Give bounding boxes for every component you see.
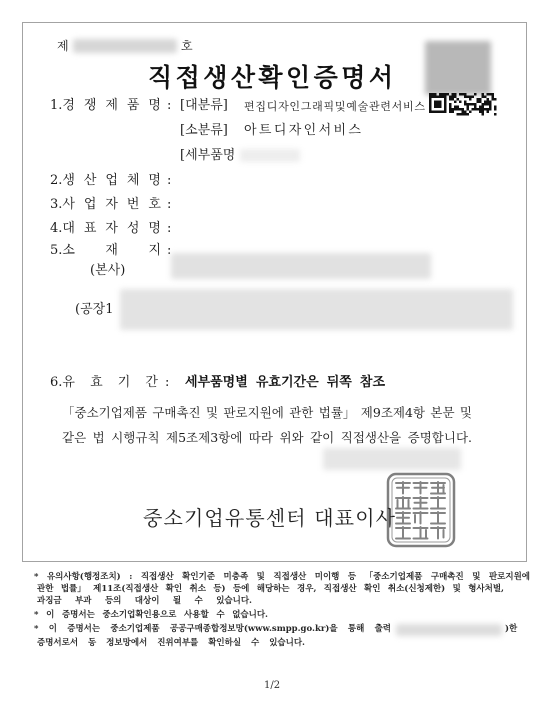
qr-module — [494, 113, 497, 116]
business-number-label: 3.사 업 자 번 호 — [50, 197, 161, 212]
qr-module — [492, 96, 495, 99]
seal-engraving — [396, 482, 445, 539]
seal-glyph — [431, 512, 445, 524]
qr-module — [442, 93, 445, 96]
issuer-name: 중소기업유통센터 대표이사 — [143, 506, 397, 530]
seal-glyph — [396, 482, 410, 494]
seal-glyph — [396, 527, 410, 539]
qr-module — [489, 108, 492, 111]
page-indicator: 1/2 — [264, 680, 281, 691]
qr-module — [467, 96, 470, 99]
qr-module — [487, 93, 490, 96]
qr-module — [487, 101, 490, 104]
qr-module — [477, 101, 480, 104]
qr-module — [467, 103, 470, 106]
qr-module — [464, 96, 467, 99]
qr-module — [492, 93, 495, 96]
qr-module — [469, 103, 472, 106]
qr-module — [482, 93, 485, 96]
qr-module — [449, 96, 452, 99]
qr-module — [472, 103, 475, 106]
qr-module — [464, 101, 467, 104]
qr-module — [457, 106, 460, 109]
qr-module — [477, 98, 480, 101]
qr-module — [479, 101, 482, 104]
qr-module — [464, 113, 467, 116]
qr-module — [474, 106, 477, 109]
qr-module — [494, 106, 497, 109]
redacted-detail-item — [240, 149, 300, 162]
seal-glyph — [414, 512, 428, 524]
qr-module — [459, 108, 462, 111]
qr-module — [449, 111, 452, 114]
qr-module — [472, 108, 475, 111]
seal-glyph — [414, 482, 428, 494]
qr-module — [449, 103, 452, 106]
qr-module — [484, 101, 487, 104]
qr-module — [449, 108, 452, 111]
qr-module — [467, 108, 470, 111]
qr-module — [469, 111, 472, 114]
product-name-label: 1.경 쟁 제 품 명 — [50, 98, 161, 113]
seal-glyph — [414, 527, 428, 539]
seal-glyph — [431, 497, 445, 509]
manufacturer-separator: : — [167, 173, 172, 188]
official-seal-stamp — [386, 472, 456, 548]
qr-module — [494, 98, 497, 101]
qr-module — [467, 113, 470, 116]
qr-module — [469, 96, 472, 99]
validity-label: 6.유 효 기 간 — [50, 375, 158, 390]
qr-module — [482, 113, 485, 116]
qr-module — [477, 108, 480, 111]
qr-module — [474, 103, 477, 106]
qr-module — [482, 111, 485, 114]
qr-module — [457, 113, 460, 116]
note-verification-suffix: )한 — [505, 624, 518, 634]
qr-module — [487, 108, 490, 111]
qr-module — [459, 101, 462, 104]
qr-module — [454, 106, 457, 109]
qr-module — [454, 96, 457, 99]
qr-module — [447, 93, 450, 96]
certificate-number-prefix: 제 — [57, 39, 69, 53]
qr-module — [489, 103, 492, 106]
seal-glyph — [396, 497, 410, 509]
minor-category-label: [소분류] — [180, 123, 228, 138]
qr-module — [489, 93, 492, 96]
qr-module — [459, 113, 462, 116]
statement-line-1: 「중소기업제품 구매촉진 및 판로지원에 관한 법률」 제9조제4항 본문 및 — [62, 405, 472, 420]
qr-module — [449, 106, 452, 109]
qr-module — [479, 108, 482, 111]
qr-module — [489, 106, 492, 109]
seal-glyph — [431, 482, 445, 494]
qr-module — [452, 93, 455, 96]
qr-module — [444, 93, 447, 96]
redacted-factory-address — [120, 289, 513, 330]
note-administrative-line-2: 관한 법률」 제11조(직접생산 확인 취소 등) 등에 해당하는 경우, 직접생산 확인 취소(신청제한) 및 형사처벌, — [37, 584, 504, 594]
seal-glyph — [414, 497, 428, 509]
qr-module — [432, 93, 435, 96]
qr-module — [482, 96, 485, 99]
qr-module — [474, 108, 477, 111]
qr-module — [452, 108, 455, 111]
qr-module — [479, 111, 482, 114]
qr-module — [479, 106, 482, 109]
factory-label: (공장1 — [75, 302, 114, 317]
head-office-label: (본사) — [90, 263, 126, 278]
qr-module — [457, 98, 460, 101]
qr-module — [487, 98, 490, 101]
qr-module — [479, 98, 482, 101]
redacted-photo — [425, 41, 491, 95]
qr-module — [487, 103, 490, 106]
certificate-title: 직접생산확인증명서 — [148, 63, 397, 92]
qr-module — [484, 96, 487, 99]
location-label: 5.소 재 지 — [50, 243, 161, 258]
qr-module — [469, 98, 472, 101]
redacted-print-info — [396, 624, 502, 636]
qr-module — [472, 96, 475, 99]
note-verification-line-2: 증명서로서 동 정보망에서 진위여부를 확인하실 수 있습니다. — [37, 638, 305, 648]
qr-module — [429, 93, 432, 96]
qr-module — [462, 113, 465, 116]
location-separator: : — [167, 243, 172, 258]
major-category-value: 편집디자인그래픽및예술관련서비스 — [244, 100, 426, 113]
qr-module — [434, 101, 442, 109]
qr-module — [467, 106, 470, 109]
major-category-label: [대분류] — [180, 98, 228, 113]
qr-module — [452, 96, 455, 99]
redacted-certificate-number — [73, 39, 177, 53]
qr-module — [487, 111, 490, 114]
qr-module — [452, 111, 455, 114]
qr-module — [482, 103, 485, 106]
representative-label: 4.대 표 자 성 명 — [50, 221, 161, 236]
manufacturer-label: 2.생 산 업 체 명 — [50, 173, 161, 188]
qr-module — [434, 93, 437, 96]
qr-module — [459, 93, 462, 96]
qr-module — [452, 98, 455, 101]
note-verification-line-1: * 이 증명서는 중소기업제품 공공구매종합정보망(www.smpp.go.kr)을 통해 출력 — [34, 624, 391, 634]
note-administrative-line-1: * 유의사항(행정조치) : 직접생산 확인기준 미충족 및 직접생산 미이행 등 「중소기업제품 구매촉진 및 판로지원에 — [34, 572, 530, 582]
business-number-separator: : — [167, 197, 172, 212]
qr-module — [454, 108, 457, 111]
qr-module — [462, 93, 465, 96]
qr-module — [464, 93, 467, 96]
detail-item-label: [세부품명 — [180, 148, 236, 163]
redacted-issue-date — [323, 448, 461, 470]
validity-value: 세부품명별 유효기간은 뒤쪽 참조 — [185, 375, 385, 390]
qr-module — [454, 101, 457, 104]
product-name-separator: : — [167, 98, 172, 113]
qr-module — [464, 111, 467, 114]
minor-category-value: 아트디자인서비스 — [244, 123, 364, 138]
qr-module — [489, 101, 492, 104]
qr-module — [494, 108, 497, 111]
qr-module — [482, 108, 485, 111]
qr-module — [482, 106, 485, 109]
qr-module — [454, 93, 457, 96]
representative-separator: : — [167, 221, 172, 236]
validity-separator: : — [165, 375, 170, 390]
qr-module — [464, 103, 467, 106]
qr-module — [474, 93, 477, 96]
qr-code — [429, 93, 497, 116]
qr-module — [492, 98, 495, 101]
seal-glyph — [431, 527, 445, 539]
qr-module — [449, 98, 452, 101]
qr-module — [484, 103, 487, 106]
qr-module — [439, 93, 442, 96]
seal-glyph — [396, 512, 410, 524]
qr-module — [462, 108, 465, 111]
qr-module — [484, 108, 487, 111]
certificate-number-suffix: 호 — [181, 39, 193, 53]
note-usage-restriction: * 이 증명서는 중소기업확인용으로 사용할 수 없습니다. — [34, 610, 268, 620]
qr-module — [462, 111, 465, 114]
redacted-head-office-address — [171, 253, 431, 279]
qr-module — [457, 108, 460, 111]
statement-line-2: 같은 법 시행규칙 제5조제3항에 따라 위와 같이 직접생산을 증명합니다. — [62, 430, 472, 445]
note-administrative-line-3: 과징금 부과 등의 대상이 될 수 있습니다. — [37, 596, 252, 606]
